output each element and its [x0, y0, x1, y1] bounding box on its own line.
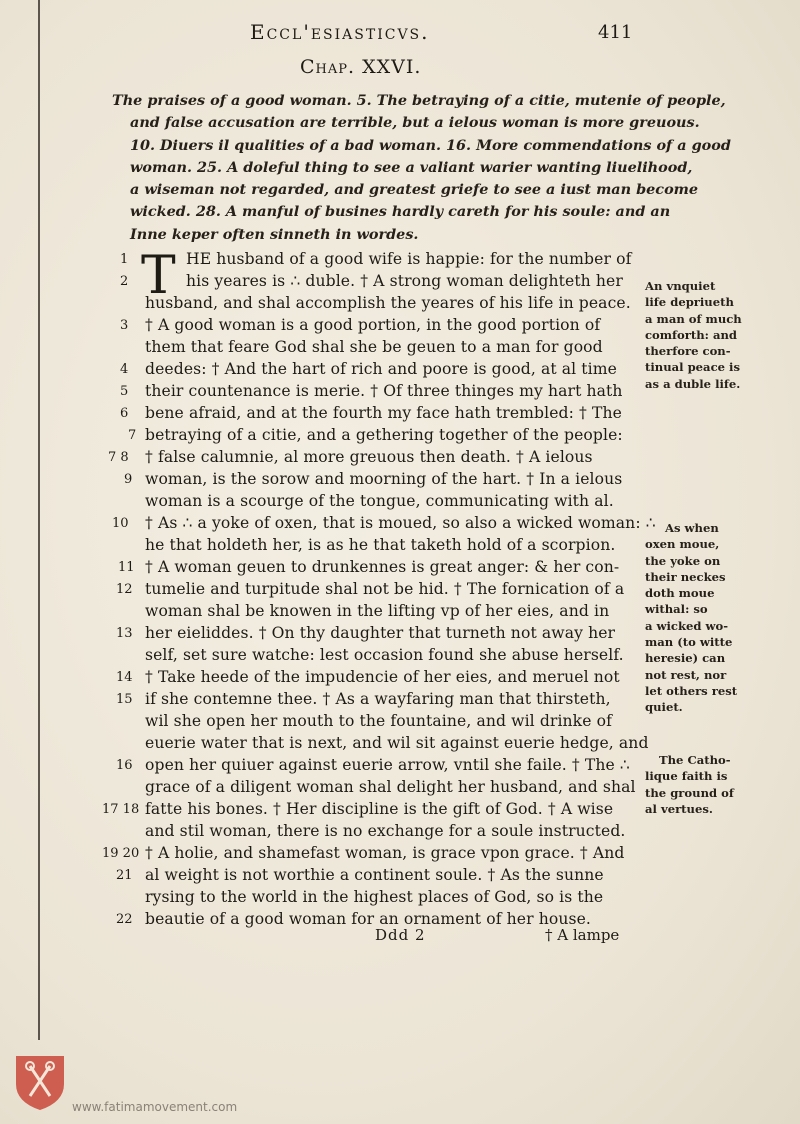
line-text: † false calumnie, al more greuous then death. † A ielous: [145, 448, 593, 466]
drop-cap: T: [141, 246, 176, 306]
text-line: [0, 822, 800, 844]
line-text: woman shal be knowen in the lifting vp of her eies, and in: [145, 602, 610, 620]
verse-number: 1: [120, 252, 129, 267]
note-line: quiet.: [645, 700, 683, 715]
text-line: [0, 866, 800, 888]
verse-number: 7: [128, 428, 137, 443]
margin-note: [645, 278, 795, 392]
line-text: woman, is the sorow and moorning of the hart. † In a ielous: [145, 470, 623, 488]
text-line: [0, 470, 800, 492]
verse-number: 4: [120, 362, 129, 377]
verse-number: 10: [112, 516, 129, 531]
verse-number: 13: [116, 626, 133, 641]
line-text: tumelie and turpitude shal not be hid. † The fornication of a: [145, 580, 625, 598]
verse-number: 21: [116, 868, 133, 883]
argument-line: and false accusation are terrible, but a ielous woman is more greuous.: [130, 114, 700, 132]
note-line: the yoke on: [645, 553, 721, 568]
verse-number: 22: [116, 912, 133, 927]
note-line: man (to witte: [645, 635, 733, 650]
note-line: lique faith is: [645, 769, 728, 784]
note-line: therfore con-: [645, 344, 731, 359]
verse-number: 19 20: [102, 846, 140, 861]
argument-line: woman. 25. A doleful thing to see a valiant warier wanting liuelihood,: [130, 158, 693, 176]
argument-line: 10. Diuers il qualities of a bad woman. 16. More commendations of a good: [130, 136, 731, 154]
note-line: heresie) can: [645, 651, 726, 666]
chapter-heading: Chap. XXVI.: [300, 56, 422, 78]
argument-line: a wiseman not regarded, and greatest griefe to see a iust man become: [130, 181, 699, 199]
line-text: husband, and shal accomplish the yeares of his life in peace.: [145, 294, 631, 312]
line-text: HE husband of a good wife is happie: for the number of: [186, 250, 632, 268]
note-line: the ground of: [645, 785, 734, 800]
line-text: † A holie, and shamefast woman, is grace vpon grace. † And: [145, 844, 625, 862]
verse-number: 15: [116, 692, 133, 707]
chapter-argument: [112, 90, 731, 246]
verse-number: 6: [120, 406, 129, 421]
running-head: [0, 20, 800, 50]
line-text: his yeares is ∴ duble. † A strong woman delighteth her: [186, 272, 623, 290]
verse-number: 7 8: [108, 450, 129, 465]
verse-number: 16: [116, 758, 133, 773]
margin-note: [645, 752, 795, 817]
verse-number: 2: [120, 274, 129, 289]
catchword: † A lampe: [545, 926, 620, 944]
note-line: withal: so: [645, 602, 708, 617]
note-line: tinual peace is: [645, 360, 740, 375]
line-text: wil she open her mouth to the fountaine, and wil drinke of: [145, 712, 612, 730]
text-line: [0, 888, 800, 910]
note-line: not rest, nor: [645, 667, 727, 682]
line-text: if she contemne thee. † As a wayfaring man that thirsteth,: [145, 690, 611, 708]
line-text: † A woman geuen to drunkennes is great anger: & her con-: [145, 558, 620, 576]
line-text: deedes: † And the hart of rich and poore is good, at al time: [145, 360, 617, 378]
line-text: † As ∴ a yoke of oxen, that is moued, so also a wicked woman: ∴: [145, 514, 656, 532]
argument-line: Inne keper often sinneth in wordes.: [130, 225, 419, 243]
line-text: and stil woman, there is no exchange for a soule instructed.: [145, 822, 626, 840]
line-text: al weight is not worthie a continent soule. † As the sunne: [145, 866, 604, 884]
note-line: al vertues.: [645, 801, 713, 816]
note-line: An vnquiet: [645, 279, 716, 293]
verse-number: 3: [120, 318, 129, 333]
note-line: As when: [665, 521, 719, 535]
note-line: let others rest: [645, 683, 738, 698]
line-text: betraying of a citie, and a gethering together of the people:: [145, 426, 623, 444]
line-text: them that feare God shal she be geuen to a man for good: [145, 338, 603, 356]
note-line: The Catho-: [659, 753, 731, 767]
verse-number: 14: [116, 670, 133, 685]
note-line: a man of much: [645, 311, 742, 326]
book-title: Eccl'esiasticvs.: [250, 20, 430, 44]
line-text: † A good woman is a good portion, in the good portion of: [145, 316, 601, 334]
note-line: a wicked wo-: [645, 618, 729, 633]
line-text: woman is a scourge of the tongue, communicating with al.: [145, 492, 614, 510]
verse-number: 5: [120, 384, 129, 399]
verse-number: 12: [116, 582, 133, 597]
argument-line: wicked. 28. A manful of busines hardly careth for his soule: and an: [130, 203, 671, 221]
line-text: bene afraid, and at the fourth my face hath trembled: † The: [145, 404, 622, 422]
text-line: [0, 426, 800, 448]
note-line: comforth: and: [645, 327, 738, 342]
signature-mark: Ddd 2: [375, 926, 426, 944]
line-text: their countenance is merie. † Of three thinges my hart hath: [145, 382, 623, 400]
verse-number: 17 18: [102, 802, 140, 817]
margin-note: [645, 520, 795, 716]
verse-number: 11: [118, 560, 135, 575]
line-text: open her quiuer against euerie arrow, vntil she faile. † The ∴: [145, 756, 630, 774]
line-text: rysing to the world in the highest places of God, so is the: [145, 888, 604, 906]
line-text: euerie water that is next, and wil sit against euerie hedge, and: [145, 734, 649, 752]
note-line: life depriueth: [645, 295, 734, 310]
note-line: their neckes: [645, 569, 726, 584]
note-line: oxen moue,: [645, 537, 720, 552]
line-text: † Take heede of the impudencie of her eies, and meruel not: [145, 668, 620, 686]
note-line: doth moue: [645, 586, 715, 601]
line-text: fatte his bones. † Her discipline is the gift of God. † A wise: [145, 800, 614, 818]
text-line: [0, 404, 800, 426]
line-text: he that holdeth her, is as he that taketh hold of a scorpion.: [145, 536, 616, 554]
text-line: [0, 844, 800, 866]
text-line: [0, 492, 800, 514]
line-text: beautie of a good woman for an ornament of her house.: [145, 910, 591, 928]
watermark-text: www.fatimamovement.com: [72, 1100, 238, 1114]
verse-number: 9: [124, 472, 133, 487]
line-text: her eieliddes. † On thy daughter that turneth not away her: [145, 624, 616, 642]
text-line: [0, 448, 800, 470]
papal-keys-shield-icon: [12, 1052, 68, 1112]
line-text: self, set sure watche: lest occasion found she abuse herself.: [145, 646, 624, 664]
text-line: [0, 250, 800, 272]
note-line: as a duble life.: [645, 376, 741, 391]
argument-line: The praises of a good woman. 5. The betraying of a citie, mutenie of people,: [112, 92, 726, 109]
folio-number: 411: [598, 22, 633, 43]
line-text: grace of a diligent woman shal delight her husband, and shal: [145, 778, 636, 796]
